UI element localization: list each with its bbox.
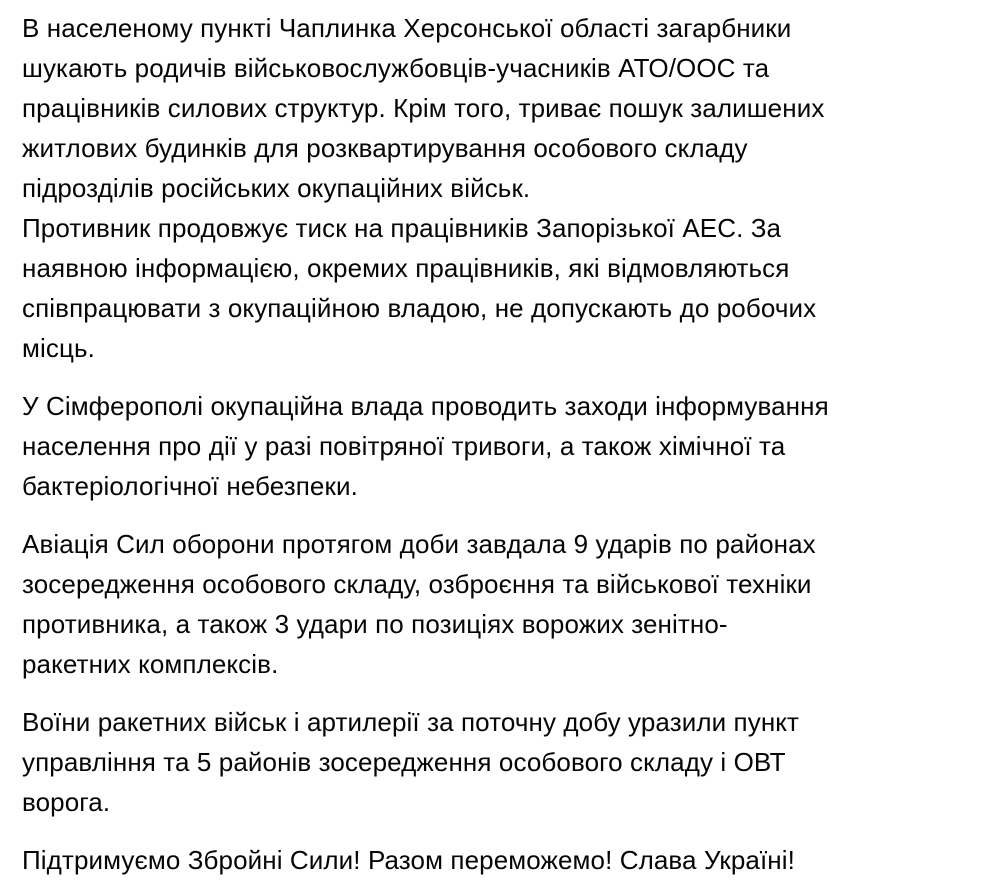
text-line: Воїни ракетних військ і артилерії за поточну добу уразили пункт — [22, 707, 800, 737]
paragraph-simferopol — [22, 386, 981, 506]
text-line: В населеному пункті Чаплинка Херсонської області загарбники — [22, 13, 792, 43]
paragraph-artillery — [22, 702, 981, 822]
text-line: працівників силових структур. Крім того, триває пошук залишених — [22, 93, 825, 123]
text-line: ракетних комплексів. — [22, 649, 279, 679]
paragraph-aviation — [22, 524, 981, 684]
text-line: Авіація Сил оборони протягом доби завдала 9 ударів по районах — [22, 529, 816, 559]
text-line: підрозділів російських окупаційних військ. — [22, 173, 531, 203]
paragraph-occupation-chaplynka — [22, 8, 981, 368]
text-line: наявною інформацією, окремих працівників, які відмовляються — [22, 253, 790, 283]
text-line: управління та 5 районів зосередження особового складу і ОВТ — [22, 747, 786, 777]
text-line: Підтримуємо Збройні Сили! Разом переможемо! Слава Україні! — [22, 845, 795, 875]
text-line: житлових будинків для розквартирування особового складу — [22, 133, 748, 163]
paragraph-closing — [22, 840, 981, 880]
text-line: зосередження особового складу, озброєння та військової техніки — [22, 569, 812, 599]
text-line: співпрацювати з окупаційною владою, не допускають до робочих — [22, 293, 817, 323]
text-line: Противник продовжує тиск на працівників Запорізької АЕС. За — [22, 213, 782, 243]
text-line: населення про дії у разі повітряної тривоги, а також хімічної та — [22, 431, 786, 461]
text-line: шукають родичів військовослужбовців-учасників АТО/ООС та — [22, 53, 770, 83]
text-line: У Сімферополі окупаційна влада проводить заходи інформування — [22, 391, 829, 421]
text-line: ворога. — [22, 787, 111, 817]
text-line: противника, а також 3 удари по позиціях ворожих зенітно- — [22, 609, 728, 639]
text-line: бактеріологічної небезпеки. — [22, 471, 358, 501]
text-line: місць. — [22, 333, 95, 363]
